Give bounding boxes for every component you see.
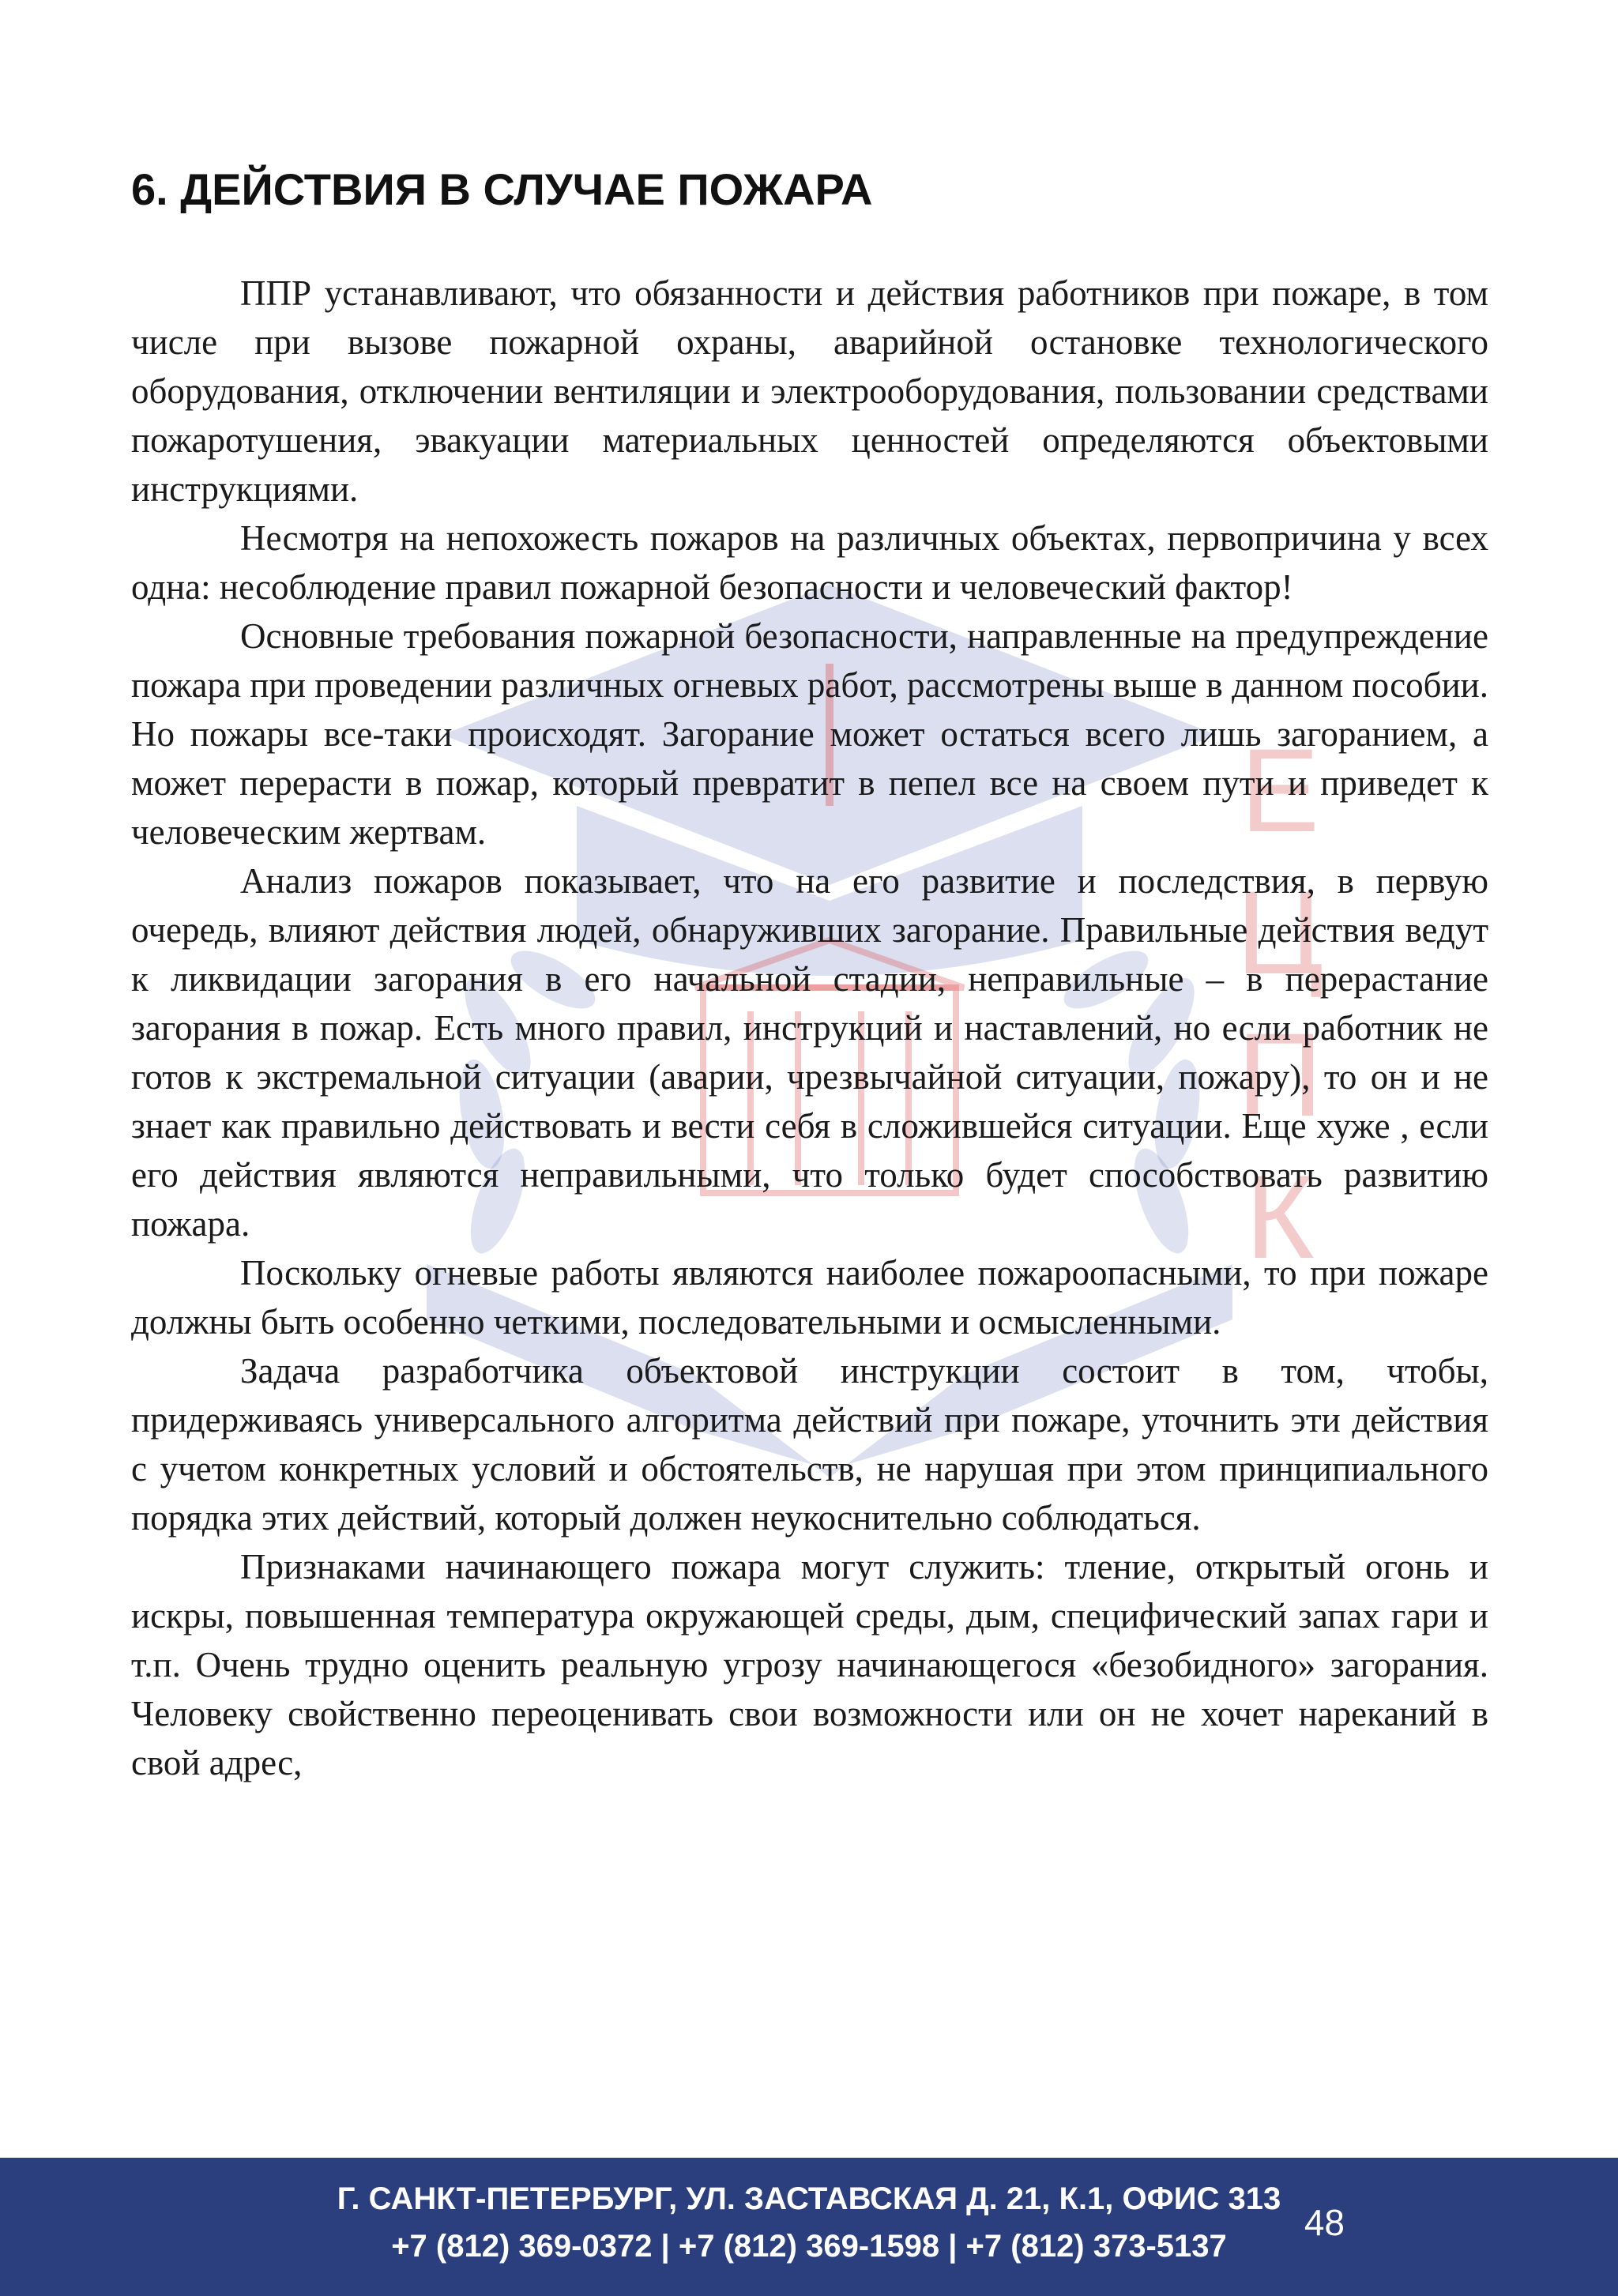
footer-phones: +7 (812) 369-0372 | +7 (812) 369-1598 | +7 (812) 373-5137 — [391, 2229, 1227, 2264]
watermark-letter: Ц — [1236, 866, 1324, 999]
page-title: 6. ДЕЙСТВИЯ В СЛУЧАЕ ПОЖАРА — [131, 164, 873, 214]
document-body — [131, 269, 1488, 1787]
paragraph: Несмотря на непохожесть пожаров на различных объектах, первопричина у всех одна: несоблюдение правил пожарной безопасности и человеческий фактор! — [131, 518, 1488, 607]
footer-address: Г. САНКТ-ПЕТЕРБУРГ, УЛ. ЗАСТАВСКАЯ Д. 21, К.1, ОФИС 313 — [337, 2181, 1281, 2216]
watermark-letter: П — [1237, 1008, 1323, 1141]
page-number: 48 — [1304, 2202, 1345, 2243]
paragraph: Задача разработчика объектовой инструкции состоит в том, чтобы, придерживаясь универсального алгоритма действий при пожаре, уточнить эти действия с учетом конкретных условий и обстоятельств, не нарушая при этом принципиального порядка этих действий, который должен неукоснительно соблюдаться. — [131, 1351, 1488, 1538]
footer-bar — [0, 2158, 1618, 2296]
paragraph: Анализ пожаров показывает, что на его развитие и последствия, в первую очередь, влияют действия людей, обнаруживших загорание. Правильные действия ведут к ликвидации загорания в его начальной стадии, неправильные – в перерастание загорания в пожар. Есть много правил, инструкций и наставлений, но если работник не готов к экстремальной ситуации (аварии, чрезвычайной ситуации, пожару), то он и не знает как правильно действовать и вести себя в сложившейся ситуации. Еще хуже , если его действия являются неправильными, что только будет способствовать развитию пожара. — [131, 861, 1488, 1244]
paragraph: Основные требования пожарной безопасности, направленные на предупреждение пожара при проведении различных огневых работ, рассмотрены выше в данном пособии. Но пожары все-таки происходят. Загорание может остаться всего лишь загоранием, а может перерасти в пожар, который превратит в пепел все на своем пути и приведет к человеческим жертвам. — [131, 616, 1488, 852]
paragraph: ППР устанавливают, что обязанности и действия работников при пожаре, в том числе при вызове пожарной охраны, аварийной остановке технологического оборудования, отключении вентиляции и электрооборудования, пользовании средствами пожаротушения, эвакуации материальных ценностей определяются объектовыми инструкциями. — [131, 273, 1488, 509]
watermark-letter: К — [1245, 1150, 1315, 1283]
paragraph: Поскольку огневые работы являются наиболее пожароопасными, то при пожаре должны быть особенно четкими, последовательными и осмысленными. — [131, 1253, 1488, 1342]
paragraph: Признаками начинающего пожара могут служить: тление, открытый огонь и искры, повышенная температура окружающей среды, дым, специфический запах гари и т.п. Очень трудно оценить реальную угрозу начинающегося «безобидного» загорания. Человеку свойственно переоценивать свои возможности или он не хочет нареканий в свой адрес, — [131, 1547, 1488, 1782]
watermark-letter: Е — [1240, 724, 1320, 856]
